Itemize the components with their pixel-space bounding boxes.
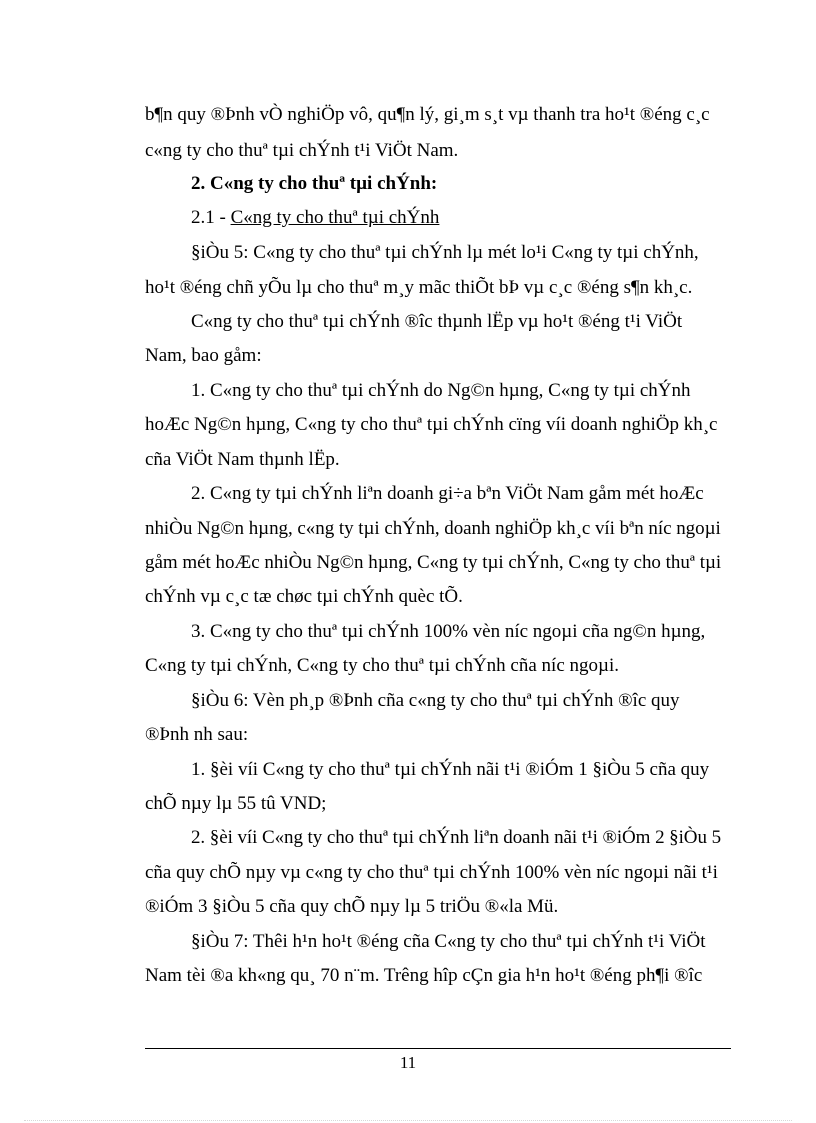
page-number: 11 [399,1053,417,1072]
list-item-line: nhiÒu Ng©n hµng, c«ng ty tµi chÝnh, doanh nghiÖp kh¸c víi bªn níc ngoµi [145,518,721,539]
paragraph-line: C«ng ty cho thuª tµi chÝnh ®îc thµnh lËp vµ ho¹t ®éng t¹i ViÖt [191,311,683,332]
list-item-line: 2. §èi víi C«ng ty cho thuª tµi chÝnh liªn doanh nãi t¹i ®iÓm 2 §iÒu 5 [191,827,721,848]
paragraph-line: §iÒu 7: Thêi h¹n ho¹t ®éng cña C«ng ty cho thuª tµi chÝnh t¹i ViÖt [191,931,706,952]
paragraph-line: §iÒu 6: Vèn ph¸p ®Þnh cña c«ng ty cho thuª tµi chÝnh ®îc quy [191,690,680,711]
list-item-line: chÝnh vµ c¸c tæ chøc tµi chÝnh quèc tÕ. [145,586,463,607]
paragraph-line: Nam tèi ®a kh«ng qu¸ 70 n¨m. Trêng hîp cÇn gia h¹n ho¹t ®éng ph¶i ®îc [145,965,703,986]
list-item-line: 1. C«ng ty cho thuª tµi chÝnh do Ng©n hµng, C«ng ty tµi chÝnh [191,380,691,401]
paragraph-line: §iÒu 5: C«ng ty cho thuª tµi chÝnh lµ mét lo¹i C«ng ty tµi chÝnh, [191,242,699,263]
paragraph-line: b¶n quy ®Þnh vÒ nghiÖp vô, qu¶n lý, gi¸m s¸t vµ thanh tra ho¹t ®éng c¸c [145,104,710,125]
paragraph-line: c«ng ty cho thuª tµi chÝnh t¹i ViÖt Nam. [145,140,459,161]
list-item-line: 2. C«ng ty tµi chÝnh liªn doanh gi÷a bªn ViÖt Nam gåm mét hoÆc [191,483,704,504]
page-edge-divider [24,1120,792,1121]
list-item-line: cña ViÖt Nam thµnh lËp. [145,449,340,470]
list-item-line: 1. §èi víi C«ng ty cho thuª tµi chÝnh nãi t¹i ®iÓm 1 §iÒu 5 cña quy [191,759,710,780]
list-item-line: ®iÓm 3 §iÒu 5 cña quy chÕ nµy lµ 5 triÖu ®«la Mü. [145,896,559,917]
list-item-line: hoÆc Ng©n hµng, C«ng ty cho thuª tµi chÝnh cïng víi doanh nghiÖp kh¸c [145,414,718,435]
list-item-line: 3. C«ng ty cho thuª tµi chÝnh 100% vèn níc ngoµi cña ng©n hµng, [191,621,706,642]
list-item-line: chÕ nµy lµ 55 tû VND; [145,793,327,814]
footer-divider [145,1048,731,1049]
list-item-line: cña quy chÕ nµy vµ c«ng ty cho thuª tµi chÝnh 100% vèn níc ngoµi nãi t¹i [145,862,718,883]
paragraph-line: ho¹t ®éng chñ yÕu lµ cho thuª m¸y mãc thiÕt bÞ vµ c¸c ®éng s¶n kh¸c. [145,277,693,298]
subsection-title: C«ng ty cho thuª tµi chÝnh [230,207,440,228]
subsection-number: 2.1 - [191,207,231,228]
paragraph-line: ®Þnh nh sau: [145,724,249,745]
subsection-heading [191,206,439,230]
section-heading: 2. C«ng ty cho thuª tµi chÝnh: [191,173,438,194]
list-item-line: gåm mét hoÆc nhiÒu Ng©n hµng, C«ng ty tµi chÝnh, C«ng ty cho thuª tµi [145,552,722,573]
paragraph-line: Nam, bao gåm: [145,345,262,366]
list-item-line: C«ng ty tµi chÝnh, C«ng ty cho thuª tµi chÝnh cña níc ngoµi. [145,655,619,676]
